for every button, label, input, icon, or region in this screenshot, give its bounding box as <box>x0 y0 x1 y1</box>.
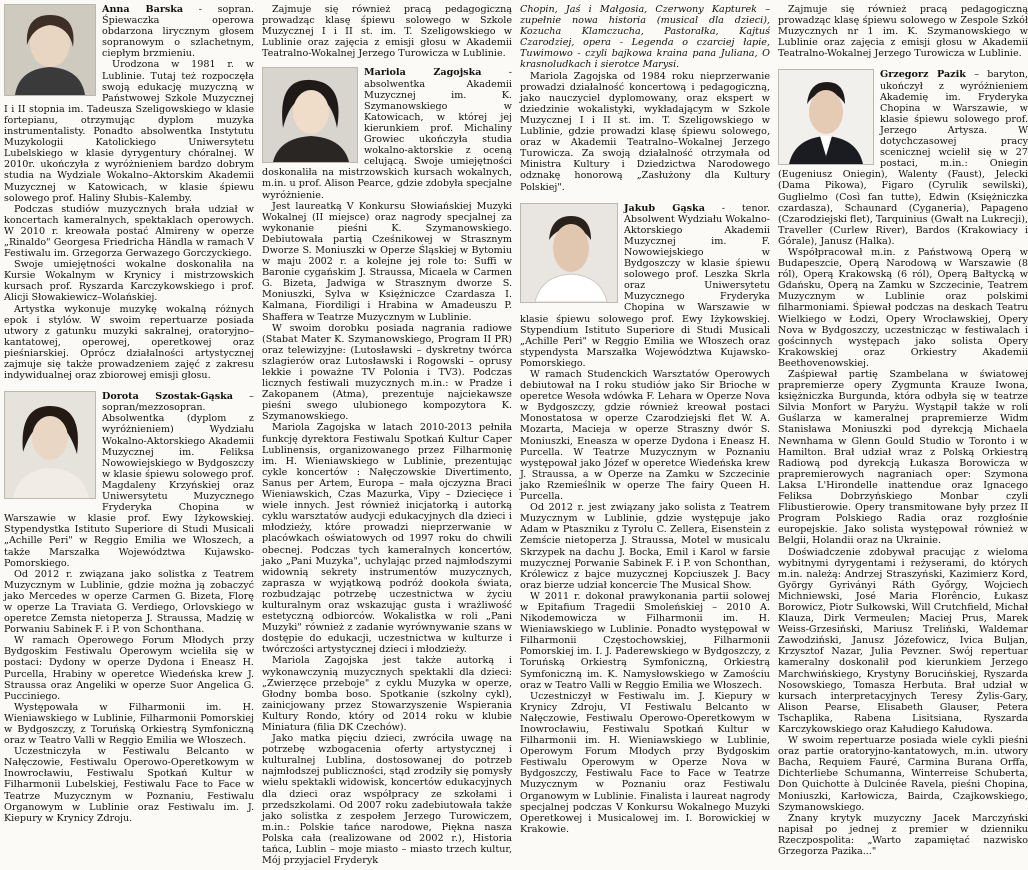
singer-name: Dorota Szostak-Gąska <box>102 391 234 403</box>
portrait-icon <box>5 392 95 498</box>
bio-paragraph: W 2011 r. dokonał prawykonania partii solowej w Epitafium Tragedii Smoleńskiej – 2010 A. Nikodemowicza w Filharmonii im. H. Wieniawskiego w Lublinie. Ponadto występował w Filharmonii Częstochowskiej, Filharmonii Pomorskiej im. I. J. Paderewskiego w Bydgoszczy, z Toruńską Orkiestrą Symfoniczną, Orkiestrą Symfoniczną im. K. Namysłowskiego w Zamościu oraz w Teatro Valli w Reggio Emilia we Włoszech. <box>520 590 770 691</box>
photo-jakub-gaska <box>520 203 618 303</box>
singer-name: Jakub Gąska <box>624 202 705 214</box>
bio-paragraph: W swoim dorobku posiada nagrania radiowe (Stabat Mater K. Szymanowskiego, Program II PR) oraz telewizyjne: (Lutosławski – dyskretny twórca szlagierów oraz Lutosławski i Rogowski – oprusy lekkie i poważne TV Polonia i TV3). Podczas licznych festiwali muzycznych m.in.: w Pradze i Zakopanem (Atma), prezentuje najciekawsze pieśni swego ulubionego kompozytora K. Szymanowskiego. <box>262 322 512 423</box>
column-3 <box>520 4 770 870</box>
bio-paragraph: Znany krytyk muzyczny Jacek Marczyński napisał po jednej z premier w dzienniku Rzeczpospolita: „Warto zapamiętać nazwisko Grzegorza Pazika..." <box>778 812 1028 858</box>
singer-name: Anna Barska <box>102 4 184 15</box>
photo-mariola-zagojska <box>262 67 358 163</box>
photo-grzegorz-pazik <box>778 69 874 165</box>
bio-paragraph: W ramach Operowego Forum Młodych przy Bydgoskim Festiwalu Operowym wcieliła się w postaci: Dydony w operze Dydona i Eneasz H. Purcella, Hrabiny w operetce Wiedeńska krew J. Straussa oraz Angeliki w operze Suor Angelica G. Pucciniego. <box>4 635 254 702</box>
portrait-icon <box>263 68 357 162</box>
bio-paragraph: Mariola Zagojska od 1984 roku nieprzerwanie prowadzi działalność koncertową i pedagogiczną, jako nauczyciel dyplomowany, oraz ekspert w dziedzinie wokalistyki, wykładającym w Szkole Muzycznej I i II st. im. T. Szeligowskiego w Lublinie, gdzie prowadzi klasę śpiewu solowego, oraz w Akademii Teatralno–Wokalnej Jerzego Turowicza. Za swoją działalność otrzymała od Ministra Kultury i Dziedzictwa Narodowego odznakę honorową „Zasłużony dla Kultury Polskiej". <box>520 70 770 193</box>
bio-mariola-zagojska <box>262 67 512 866</box>
bio-continuation: Zajmuje się również pracą pedagogiczną prowadząc klasę śpiewu solowego w Szkole Muzycznej I i II st. im. T. Szeligowskiego w Lublinie oraz zajęcia z emisji głosu w Akademii Teatralno-Wokalnej Jerzego Turowicza w Lublinie. <box>262 4 512 60</box>
bio-grzegorz-pazik <box>778 69 1028 857</box>
bio-paragraph: W swoim repertuarze posiada wiele cykli pieśni oraz partie oratoryjno-kantatowych, m.in. utwory Bacha, Requiem Fauré, Carmina Burana Orffa, Dichterliebe Schumanna, Winterreise Schuberta, Don Quichotte à Dulcinée Ravela, pieśni Chopina, Moniuszki, Karłowicza, Bairda, Czajkowskiego, Szymanowskiego. <box>778 735 1028 813</box>
bio-paragraph: Zaśpiewał partię Szambelana w światowej prapremierze opery Zygmunta Krauze Iwona, księżniczka Burgunda, która odbyła się w teatrze Silvia Monfort w Paryżu. Wystąpił także w roli Guślarza w kameralnej prapremierze Widm Stanisława Moniuszki pod dyrekcją Michaela Newnhama w Glenn Gould Studio w Toronto i w Hamilton. Brał udział wraz z Polską Orkiestrą Radiową pod dyrekcją Łukasza Borowicza w prapremierowych nagraniach oper: Szymona Laksa L'Hirondelle inattendue oraz Ignacego Feliksa Dobrzyńskiego Monbar czyli Flibustierowie. Opery transmitowane były przez II Program Polskiego Radia oraz rozgłośnie europejskie. Jako solista występował również w Belgii, Holandii oraz na Ukrainie. <box>778 369 1028 547</box>
portrait-icon <box>779 70 873 164</box>
photo-anna-barska <box>4 4 96 96</box>
bio-paragraph: Urodzona w 1981 r. w Lublinie. Tutaj też rozpoczęła swoją edukację muzyczną w Państwowej Szkole Muzycznej I i II stopnia im. Tadeusza Szeligowskiego w klasie fortepianu, otrzymując dyplom muzyka instrumentalisty. Ponadto absolwentka Instytutu Muzykologii Katolickiego Uniwersytetu Lubelskiego w klasie dyrygentury chóralnej. W 2010r. ukończyła z wyróżnieniem bardzo dobrym studia na Wydziale Wokalno–Aktorskim Akademii Muzycznej w Katowicach, w klasie śpiewu solowego prof. Haliny Słubis–Kalemby. <box>4 59 254 204</box>
bio-paragraph: Swoje umiejętności wokalne doskonaliła na Kursie Wokalnym w Krynicy i mistrzowskich kursach prof. Ryszarda Karczykowskiego i prof. Alicji Słowakiewicz–Wolańskiej. <box>4 259 254 304</box>
bio-paragraph: Mariola Zagojska w latach 2010-2013 pełniła funkcję dyrektora Festiwalu Spotkań Kultur Caper Lublinensis, organizowanego przez Filharmonię im. H. Wieniawskiego w Lublinie, prezentując cykle koncertów : Nałęczowskie Divertimento, Sanus per Artem, Europa – mała ojczyzna Braci Wieniawskich, Czas Mazurka, Vipy – Dziecięce i wiele innych. Jest również inicjatorką i autorką cyklu warsztatów audycji edukacyjnych dla dzieci i młodzieży, które prowadzi nieprzerwanie w placówkach oświatowych od 1997 roku do chwili obecnej. Podczas tych kameralnych koncertów, jako „Pani Muzyka", uchylając przed najmłodszymi widownią sekrety instrumentów muzycznych, zaprasza w wyjątkową podróż dookoła świata, rozbudzając potrzebę uczestnictwa w życiu kulturalnym oraz wskazując gusta i wrażliwość estetyczną odbiorców. Wokalistka w roli „Pani Muzyki" również z zadanie wyrównywanie szans w dostępie do edukacji, uczestnictwa w kulturze i twórczości artystycznej dzieci i młodzieży. <box>262 422 512 656</box>
bio-paragraph: Jest laureatką V Konkursu Słowiańskiej Muzyki Wokalnej (II miejsce) oraz nagrody specjalnej za wykonanie pieśni K. Szymanowskiego. Debiutowała partią Cześnikowej w Strasznym Dworze S. Moniuszki w Operze Śląskiej w Bytomiu w maju 2002 r. a kolejne jej role to: Suffi w Baronie cygańskim J. Straussa, Micaela w Carmen G. Bizeta, Jadwiga w Strasznym dworze S. Moniuszki, Sylva w Księżniczce Czardasza I. Kalmana, Fiordiligi i Hrabina w Amadeuszu P. Shaffera w Teatrze Muzycznym w Lublinie. <box>262 200 512 323</box>
singer-name: Mariola Zagojska <box>364 67 482 79</box>
portrait-icon <box>5 5 95 95</box>
intro-text: – sopran/mezzosopran. Absolwentka (dyplom z wyróżnieniem) Wydziału Wokalno-Aktorskiego Akademii Muzycznej im. Feliksa Nowowiejskiego w Bydgoszczy w klasie śpiewu solowego prof. Magdaleny Krzyńskiej oraz Uniwersytetu Muzycznego Fryderyka Chopina w Warszawie w klasie prof. Ewy Iżykowskiej. Stypendystka Istituto Superiore di Studi Musicali „Achille Peri" w Reggio Emilia we Włoszech, a także Marszałka Województwa Kujawsko-Pomorskiego. <box>4 391 254 569</box>
bio-paragraph: Jako matka pięciu dzieci, zwróciła uwagę na potrzebę wzbogacenia oferty artystycznej i kulturalnej Lublina, dostosowanej do potrzeb najmłodszej publiczności, stąd zrodziły się pomysły wielu spektakli widowisk, koncertów edukacyjnych dla dzieci oraz współpracy ze szkołami i przedszkolami. Od 2007 roku zadebiutowała także jako solistka z zespołem Jerzego Turowiczem, m.in.: Polskie tańce narodowe, Piękna nasza Polska cała (realizowane od 2002 r.), Historia tańca, Lublin – moje miasto – miasto trzech kultur, Mój przyjaciel Fryderyk <box>262 733 512 867</box>
bio-paragraph: Od 2012 r. związana jako solistka z Teatrem Muzycznym w Lublinie, gdzie można ją zobaczyć jako Mercedes w operze Carmen G. Bizeta, Florę w operze La Traviata G. Verdiego, Orlovskiego w operetce Zemsta nietoperza J. Straussa, Madzię w Porwaniu Sabinek F. i P. von Schonthana. <box>4 568 254 636</box>
bio-paragraph: Doświadczenie zdobywał pracując z wieloma wybitnymi dyrygentami i reżyserami, do których m.in. należą: Andrzej Straszyński, Kazimierz Kord, György Gyriványi Ráth Győrgy, Wojciech Michniewski, José Maria Florêncio, Łukasz Borowicz, Piotr Sułkowski, Will Crutchfield, Michał Klauza, Dirk Vermeulen; Maciej Prus, Marek Weiss-Grzesiński, Mariusz Treliński, Waldemar Zawodziński, Janusz Józefowicz, Ivica Buljan, Krzysztof Nazar, Julia Pevzner. Swój repertuar kameralny doskonalił pod kierunkiem Jerzego Marchwińskiego, Krystyny Borucińskiej, Ryszarda Nosowskiego, Tomasza Herbuta. Brał udział w kursach interpretacyjnych Teresy Żylis-Gary, Alison Pearse, Elisabeth Glauser, Petera Tschaplika, Rabena Lisitsiana, Ryszarda Karczykowskiego oraz Kałudiego Kałudowa. <box>778 546 1028 735</box>
bio-paragraph: Podczas studiów muzycznych brała udział w koncertach kameralnych, spektaklach operowych. W 2010 r. kreowała postać Almireny w operze „Rinaldo" Georgesa Friedricha Händla w ramach V Festiwalu im. Grzegorza Gerwazego Gorczyckiego. <box>4 203 254 260</box>
bio-paragraph: Występowała w Filharmonii im. H. Wieniawskiego w Lublinie, Filharmonii Pomorskiej w Bydgoszczy, z Toruńską Orkiestrą Symfoniczną oraz w Teatro Valli w Reggio Emilia we Włoszech. <box>4 701 254 747</box>
bio-paragraph: Od 2012 r. jest związany jako solista z Teatrem Muzycznym w Lublinie, gdzie występuje jako Adam w Ptaszniku z Tyrolu C. Zellera, Eisenstein z Zemście nietoperza J. Straussa, Motel w musicalu Skrzypek na dachu J. Bocka, Emil i Karol w farsie muzycznej Porwanie Sabinek F. i P. von Schonthan, Królewicz z bajce muzycznej Kopciuszek J. Bacy oraz bierze udział koncercie The Musical Show. <box>520 502 770 591</box>
bio-paragraph: Uczestniczyła w Festiwalu Belcanto w Nałęczowie, Festiwalu Operowo-Operetkowym w Inowrocławiu, Festiwalu Spotkań Kultur w Filharmonii Lubelskiej, Festiwalu Face to Face w Teatrze Muzycznym w Poznaniu, Festiwalu Organowym w Lublinie oraz Festiwalu im. J. Kiepury w Krynicy Zdroju. <box>4 746 254 824</box>
bio-paragraph: Współpracował m.in. z Państwową Operą w Budapeszcie, Operą Narodową w Warszawie (8 ról), Operą Krakowską (6 ról), Operą Bałtycką w Gdańsku, Operą na Zamku w Szczecinie, Teatrem Muzycznym w Lublinie oraz polskimi filharmoniami. Śpiewał podczas na deskach Teatru Wielkiego w Łodzi, Opery Wrocławskiej, Opery Nova w Bydgoszczy, uczestnicząc w festiwalach i gościnnych występach jako solista Opery Krakowskiej oraz Orkiestry Akademii Beethovenowskiej. <box>778 246 1028 369</box>
bio-paragraph: Mariola Zagojska jest także autorką i wykonawczynią muzycznych spektakli dla dzieci: „Zwierzęce przeboje" z cyklu Muzyka w operze, Głodny bomba boso. Spotkanie (szkolny cykl), zainicjowany przez Stowarzyszenie Wspierania Kultury Rondo, który od 2014 roku w klubie Miniatura (filia DK Czechów). <box>262 655 512 733</box>
bio-paragraph: Artystka wykonuje muzykę wokalną różnych epok i stylów. W swoim repertuarze posiada utwory z gatunku muzyki sakralnej, oratoryjno–kantatowej, operowej, operetkowej oraz pieśniarskiej. Oprócz działalności artystycznej zajmuje się także prowadzeniem zajęć z zakresu indywidualnej oraz zbiorowej emisji głosu. <box>4 303 254 382</box>
intro-text: – baryton, ukończył z wyróżnieniem Akademię im. Fryderyka Chopina w Warszawie, w klasie śpiewu solowego prof. Jerzego Artysza. W dotychczasowej pracy scenicznej wcielił się w 27 postaci, m.in.: Oniegin (Eugeniusz Oniegin), Walenty (Faust), Jelecki (Dama Pikowa), Figaro (Cyrulik sewilski), Guglielmo (Così fan tutte), Edwin (Księżniczka czardasza), Schaunard (Cyganeria), Papageno (Czarodziejski flet), Tarquinius (Gwałt na Lukrecji), Traveller (Curlew River), Bardos (Krakowiacy i Górale), Janusz (Halka). <box>778 69 1028 247</box>
intro-text: - absolwentka Akademii Muzycznej im. K. Szymanowskiego w Katowicach, w której jej kierunkiem prof. Michaliny Growiec ukończyła studia wokalno-aktorskie z oceną celującą. Swoje umiejętności doskonaliła na mistrzowskich kursach wokalnych, m.in. u prof. Alison Pearce, gdzie zdobyła specjalne wyróżnienie. <box>262 67 512 201</box>
bio-paragraph: Uczestniczył w Festiwalu im. J. Kiepury w Krynicy Zdroju, VI Festiwalu Belcanto w Nałęczowie, Festiwalu Operowo-Operetkowym w Inowrocławiu, Festiwalu Spotkań Kultur w Filharmonii im. H. Wieniawskiego w Lublinie, Operowym Forum Młodych przy Bydgoskim Festiwalu Operowym w Operze Nova w Bydgoszczy, Festiwalu Face to Face w Teatrze Muzycznym w Poznaniu oraz Festiwalu Organowym w Lublinie. Finalista i laureat nagrody specjalnej podczas V Konkursu Wokalnego Muzyki Operetkowej i Musicalowej im. I. Borowickiej w Krakowie. <box>520 690 770 835</box>
column-1 <box>4 4 254 870</box>
portrait-icon <box>521 204 617 302</box>
bio-paragraph: W ramach Studenckich Warsztatów Operowych debiutował na I roku studiów jako Sir Brioche w operetce Wesoła wdówka F. Lehara w Operze Nova w Bydgoszczy, gdzie również kreował postaci Monostatosa w operze Czarodziejski flet W. A. Mozarta, Macieja w operze Straszny dwór S. Moniuszki, Eneasza w operze Dydona i Eneasz H. Purcella. W Teatrze Muzycznym w Poznaniu występował jako Józef w operetce Wiedeńska krew J. Straussa, a w Operze na Zamku w Szczecinie jako Rzemieślnik w operze The fairy Queen H. Purcella. <box>520 369 770 503</box>
column-2 <box>262 4 512 870</box>
bio-continuation: Zajmuje się również pracą pedagogiczną prowadząc klasę śpiewu solowego w Zespole Szkół Muzycznych nr 1 im. K. Szymanowskiego w Lublinie oraz zajęcia z emisji głosu w Akademii Teatralno-Wokalnej Jerzego Turowicza w Lublinie. <box>778 4 1028 60</box>
photo-dorota-szostak-gaska <box>4 391 96 499</box>
bio-continuation: Chopin, Jaś i Małgosia, Czerwony Kapturek – zupełnie nowa historia (musical dla dzieci), Kozucha Klamczucha, Pastorałka, Kajtuś Czarodziej, opera - Legenda o czarciej łapie, Tuwimowo - czyli bajkowa kraina pana Juliana, O krasnoludkach i sierotce Marysi. <box>520 4 770 71</box>
column-4 <box>778 4 1028 870</box>
intro-text: - tenor. Absolwent Wydziału Wokalno-Aktorskiego Akademii Muzycznej im. F. Nowowiejskiego w Bydgoszczy w klasie śpiewu solowego prof. Leszka Skrla oraz Uniwersytetu Muzycznego Fryderyka Chopina w Warszawie w klasie śpiewu solowego prof. Ewy Iżykowskiej. Stypendium Istituto Superiore di Studi Musicali „Achille Peri" w Reggio Emilia we Włoszech oraz stypendysta Marszałka Województwa Kujawsko-Pomorskiego. <box>520 202 770 369</box>
singer-name: Grzegorz Pazik <box>880 69 966 81</box>
intro-text: - sopran. Śpiewaczka operowa obdarzona lirycznym głosem sopranowym o szlachetnym, ciepłym brzmieniu. <box>102 4 254 60</box>
